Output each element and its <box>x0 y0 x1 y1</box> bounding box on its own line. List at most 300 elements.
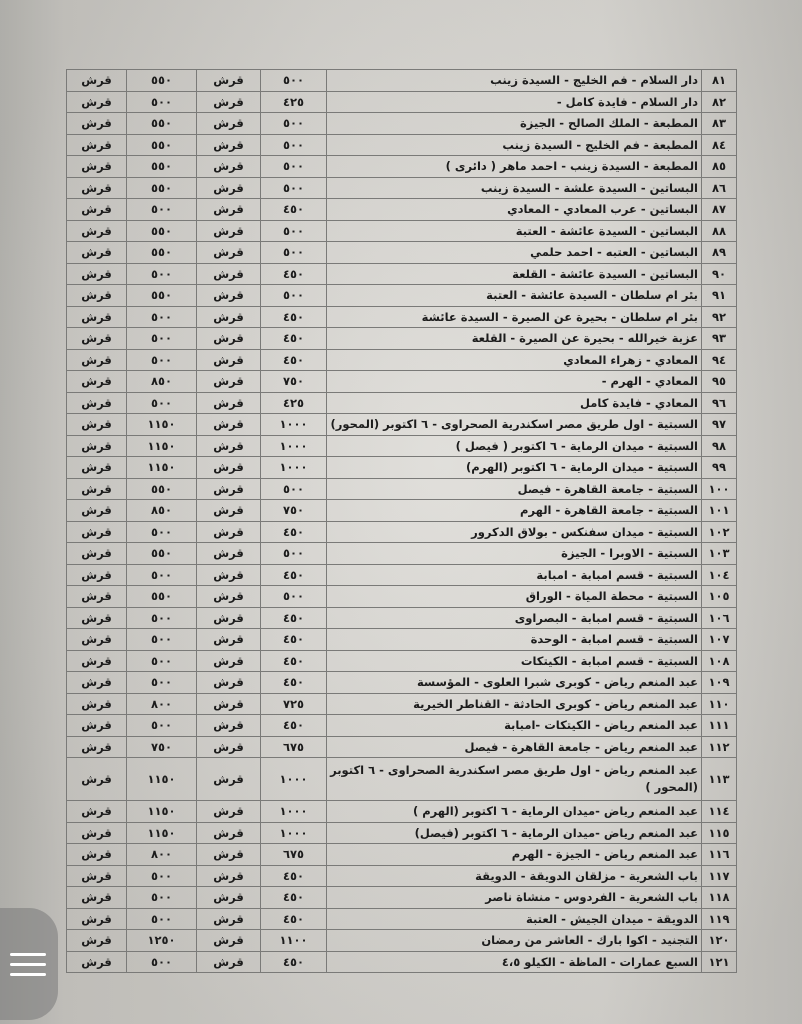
fare-unit-2-text: قرش <box>81 374 112 389</box>
fare-unit-1 <box>197 220 261 242</box>
table-row <box>67 586 737 608</box>
row-number <box>702 607 737 629</box>
fare-price-2-text: ٥٠٠ <box>150 718 173 733</box>
fare-unit-2-text: قرش <box>81 438 112 453</box>
row-number-text: ٩٨ <box>711 438 727 453</box>
row-number <box>702 801 737 823</box>
row-number-text: ١١٣ <box>708 771 730 786</box>
fare-unit-1-text: قرش <box>213 352 244 367</box>
table-row <box>67 736 737 758</box>
fare-unit-2 <box>67 349 127 371</box>
fare-price-1-text: ٤٥٠ <box>282 632 305 647</box>
fare-price-1 <box>261 564 327 586</box>
row-number-text: ٩٢ <box>711 309 727 324</box>
fare-unit-2 <box>67 91 127 113</box>
row-number <box>702 930 737 952</box>
route-name-text: السبتية - جامعة القاهرة - فيصل <box>517 481 698 496</box>
fare-price-1 <box>261 930 327 952</box>
fare-unit-2-text: قرش <box>81 94 112 109</box>
fare-unit-1-text: قرش <box>213 954 244 969</box>
fare-unit-2-text: قرش <box>81 395 112 410</box>
route-name <box>327 220 702 242</box>
table-row <box>67 414 737 436</box>
fare-unit-2 <box>67 736 127 758</box>
fare-unit-1 <box>197 113 261 135</box>
fare-price-2-text: ٥٠٠ <box>150 395 173 410</box>
fare-price-2-text: ٥٠٠ <box>150 675 173 690</box>
fare-price-1 <box>261 715 327 737</box>
route-name <box>327 887 702 909</box>
fare-price-1-text: ٤٥٠ <box>282 266 305 281</box>
fare-price-2-text: ٥٠٠ <box>150 331 173 346</box>
fare-unit-1 <box>197 693 261 715</box>
fare-unit-1 <box>197 951 261 973</box>
table-row <box>67 758 737 801</box>
fare-unit-1-text: قرش <box>213 675 244 690</box>
fare-unit-1 <box>197 758 261 801</box>
table-row <box>67 521 737 543</box>
fare-unit-1 <box>197 521 261 543</box>
row-number-text: ٩٩ <box>711 460 727 475</box>
fare-unit-1-text: قرش <box>213 847 244 862</box>
fare-price-1-text: ٥٠٠ <box>282 223 305 238</box>
fare-unit-1 <box>197 650 261 672</box>
fare-price-2 <box>127 371 197 393</box>
row-number-text: ١١٩ <box>708 911 730 926</box>
table-row <box>67 392 737 414</box>
row-number-text: ١١٥ <box>708 825 730 840</box>
fare-price-2-text: ٥٥٠ <box>150 137 173 152</box>
fare-price-1 <box>261 650 327 672</box>
fare-price-2-text: ٧٥٠ <box>150 739 173 754</box>
fare-price-1-text: ٤٥٠ <box>282 524 305 539</box>
fare-price-1 <box>261 908 327 930</box>
row-number <box>702 457 737 479</box>
fare-unit-1 <box>197 392 261 414</box>
row-number <box>702 220 737 242</box>
row-number-text: ٨٧ <box>711 202 727 217</box>
fare-price-1 <box>261 500 327 522</box>
fare-unit-1 <box>197 607 261 629</box>
fare-price-1-text: ١٠٠٠ <box>279 438 308 453</box>
row-number <box>702 113 737 135</box>
row-number <box>702 70 737 92</box>
fare-unit-2 <box>67 306 127 328</box>
fare-price-1 <box>261 220 327 242</box>
fare-unit-1 <box>197 629 261 651</box>
fare-unit-1 <box>197 736 261 758</box>
fare-price-1-text: ٤٥٠ <box>282 331 305 346</box>
route-name <box>327 328 702 350</box>
table-row <box>67 650 737 672</box>
route-name <box>327 629 702 651</box>
fare-price-1-text: ٥٠٠ <box>282 288 305 303</box>
fare-unit-1-text: قرش <box>213 524 244 539</box>
fare-unit-1-text: قرش <box>213 223 244 238</box>
fare-price-1 <box>261 822 327 844</box>
route-name-text: عبد المنعم رياض -ميدان الرماية - ٦ اكتوبر (الهرم ) <box>412 804 698 819</box>
fare-price-2 <box>127 543 197 565</box>
fare-unit-2 <box>67 951 127 973</box>
fare-unit-2-text: قرش <box>81 825 112 840</box>
fare-price-2 <box>127 306 197 328</box>
fare-unit-2 <box>67 392 127 414</box>
fare-unit-1 <box>197 435 261 457</box>
fare-unit-2-text: قرش <box>81 352 112 367</box>
fare-price-2 <box>127 156 197 178</box>
route-name-text: البساتين - السيدة عائشة - القلعة <box>512 266 698 281</box>
fare-price-1 <box>261 414 327 436</box>
fare-price-1-text: ١٠٠٠ <box>279 460 308 475</box>
fare-price-1-text: ٤٥٠ <box>282 911 305 926</box>
table-row <box>67 951 737 973</box>
fare-unit-1 <box>197 306 261 328</box>
fare-price-2-text: ٨٠٠ <box>150 696 173 711</box>
fare-unit-1-text: قرش <box>213 804 244 819</box>
fare-unit-2-text: قرش <box>81 159 112 174</box>
row-number-text: ٨٤ <box>711 137 727 152</box>
fare-unit-2-text: قرش <box>81 503 112 518</box>
route-name-text: البساتين - السيدة علشة - السيدة زينب <box>480 180 698 195</box>
fare-unit-2 <box>67 930 127 952</box>
route-name-text: السبتية - قسم امبابة - امبابة <box>536 567 698 582</box>
fare-price-1 <box>261 435 327 457</box>
fare-unit-1 <box>197 263 261 285</box>
table-row <box>67 457 737 479</box>
fare-unit-2-text: قرش <box>81 245 112 260</box>
fare-price-1-text: ٦٧٥ <box>282 739 305 754</box>
route-name-text: المطبعة - الملك الصالح - الجيزة <box>520 116 698 131</box>
fare-unit-1 <box>197 564 261 586</box>
fare-unit-1 <box>197 672 261 694</box>
route-name-text: السبتية - قسم امبابة - البصراوى <box>514 610 698 625</box>
fare-unit-2 <box>67 822 127 844</box>
fare-unit-1 <box>197 156 261 178</box>
fare-price-1-text: ٥٠٠ <box>282 589 305 604</box>
row-number <box>702 435 737 457</box>
fare-price-2-text: ٥٠٠ <box>150 352 173 367</box>
route-name-text: التجنيد - اكوا بارك - العاشر من رمضان <box>481 933 698 948</box>
fare-price-2 <box>127 177 197 199</box>
row-number <box>702 392 737 414</box>
fare-unit-2-text: قرش <box>81 180 112 195</box>
fare-unit-1-text: قرش <box>213 911 244 926</box>
route-name <box>327 414 702 436</box>
table-row <box>67 715 737 737</box>
row-number-text: ١١١ <box>708 718 730 733</box>
fare-price-2 <box>127 844 197 866</box>
fare-unit-1 <box>197 242 261 264</box>
fare-unit-2 <box>67 113 127 135</box>
fare-unit-1 <box>197 371 261 393</box>
fare-price-1 <box>261 156 327 178</box>
row-number-text: ٩٥ <box>711 374 727 389</box>
fare-unit-1-text: قرش <box>213 481 244 496</box>
table-row <box>67 156 737 178</box>
row-number-text: ١٠٦ <box>708 610 730 625</box>
fare-unit-1 <box>197 199 261 221</box>
route-name <box>327 801 702 823</box>
fare-price-2-text: ٥٥٠ <box>150 288 173 303</box>
row-number <box>702 156 737 178</box>
fare-unit-2-text: قرش <box>81 954 112 969</box>
fare-unit-1-text: قرش <box>213 696 244 711</box>
fare-unit-2-text: قرش <box>81 567 112 582</box>
fare-unit-2 <box>67 629 127 651</box>
route-name <box>327 156 702 178</box>
row-number-text: ١٠٨ <box>708 653 730 668</box>
row-number <box>702 478 737 500</box>
fare-price-1-text: ١٠٠٠ <box>279 417 308 432</box>
fare-unit-2 <box>67 134 127 156</box>
row-number-text: ١٠٧ <box>708 632 730 647</box>
fare-unit-1-text: قرش <box>213 288 244 303</box>
fare-price-2 <box>127 908 197 930</box>
fare-price-1-text: ١٠٠٠ <box>279 771 308 786</box>
fare-unit-2 <box>67 693 127 715</box>
route-name-text: المعادي - فايدة كامل <box>580 395 698 410</box>
fare-price-1-text: ٤٥٠ <box>282 868 305 883</box>
fare-unit-2 <box>67 457 127 479</box>
fare-unit-2 <box>67 564 127 586</box>
fare-unit-1 <box>197 844 261 866</box>
fare-price-1-text: ٤٥٠ <box>282 890 305 905</box>
fare-unit-2 <box>67 285 127 307</box>
route-name <box>327 715 702 737</box>
route-name <box>327 435 702 457</box>
fare-price-2 <box>127 91 197 113</box>
route-name-text: عبد المنعم رياض - كوبرى الحادثة - القناطر الخيرية <box>413 696 698 711</box>
row-number <box>702 285 737 307</box>
fare-unit-2 <box>67 263 127 285</box>
fare-price-2-text: ٨٥٠ <box>150 503 173 518</box>
fare-price-1 <box>261 134 327 156</box>
route-name <box>327 951 702 973</box>
fare-unit-2-text: قرش <box>81 718 112 733</box>
fare-price-1 <box>261 91 327 113</box>
fare-unit-2-text: قرش <box>81 696 112 711</box>
route-name <box>327 500 702 522</box>
fare-unit-2-text: قرش <box>81 524 112 539</box>
fare-unit-1 <box>197 715 261 737</box>
fare-unit-2-text: قرش <box>81 417 112 432</box>
route-name <box>327 693 702 715</box>
row-number <box>702 629 737 651</box>
table-row <box>67 801 737 823</box>
fare-price-1 <box>261 371 327 393</box>
fare-unit-2-text: قرش <box>81 202 112 217</box>
fare-unit-2 <box>67 586 127 608</box>
route-name <box>327 736 702 758</box>
fare-unit-1 <box>197 801 261 823</box>
route-name-text: السبتية - ميدان سفنكس - بولاق الدكرور <box>471 524 698 539</box>
fare-unit-1 <box>197 543 261 565</box>
row-number-text: ٩١ <box>711 288 727 303</box>
table-row <box>67 199 737 221</box>
fare-price-2 <box>127 500 197 522</box>
table-row <box>67 844 737 866</box>
fare-unit-2-text: قرش <box>81 804 112 819</box>
fare-unit-1 <box>197 930 261 952</box>
fare-unit-1-text: قرش <box>213 395 244 410</box>
row-number-text: ١٠٣ <box>708 546 730 561</box>
route-name <box>327 199 702 221</box>
fare-price-1-text: ١١٠٠ <box>279 933 308 948</box>
row-number-text: ٨٢ <box>711 94 727 109</box>
fare-price-2-text: ١١٥٠ <box>147 460 176 475</box>
table-row <box>67 371 737 393</box>
fare-price-2-text: ٨٠٠ <box>150 847 173 862</box>
fare-unit-1-text: قرش <box>213 460 244 475</box>
fare-price-2-text: ٥٥٠ <box>150 73 173 88</box>
route-name <box>327 263 702 285</box>
fare-unit-1 <box>197 478 261 500</box>
fare-unit-1-text: قرش <box>213 546 244 561</box>
fare-unit-2-text: قرش <box>81 589 112 604</box>
fare-price-2 <box>127 801 197 823</box>
fare-unit-1-text: قرش <box>213 632 244 647</box>
fare-price-2 <box>127 693 197 715</box>
row-number-text: ١١٧ <box>708 868 730 883</box>
table-row <box>67 887 737 909</box>
fare-unit-1-text: قرش <box>213 202 244 217</box>
fare-price-2 <box>127 70 197 92</box>
route-name <box>327 844 702 866</box>
fare-unit-1 <box>197 349 261 371</box>
fare-unit-2-text: قرش <box>81 933 112 948</box>
table-row <box>67 113 737 135</box>
fare-price-1 <box>261 177 327 199</box>
fare-unit-2-text: قرش <box>81 309 112 324</box>
fare-price-2 <box>127 822 197 844</box>
fare-unit-1-text: قرش <box>213 137 244 152</box>
row-number <box>702 199 737 221</box>
table-row <box>67 478 737 500</box>
fare-unit-2-text: قرش <box>81 266 112 281</box>
fare-price-1-text: ٤٥٠ <box>282 610 305 625</box>
fare-unit-2 <box>67 478 127 500</box>
fare-unit-2-text: قرش <box>81 771 112 786</box>
fare-price-2-text: ١٢٥٠ <box>147 933 176 948</box>
menu-button[interactable] <box>0 908 58 1020</box>
row-number-text: ١٢١ <box>708 954 730 969</box>
route-name <box>327 908 702 930</box>
fare-price-1 <box>261 543 327 565</box>
fare-price-2-text: ٥٠٠ <box>150 266 173 281</box>
row-number <box>702 263 737 285</box>
fare-price-2-text: ٥٠٠ <box>150 911 173 926</box>
row-number-text: ٩٤ <box>711 352 727 367</box>
route-name <box>327 543 702 565</box>
table-row <box>67 91 737 113</box>
route-name <box>327 672 702 694</box>
route-name <box>327 822 702 844</box>
fare-price-1-text: ٥٠٠ <box>282 73 305 88</box>
row-number-text: ٩٦ <box>711 395 727 410</box>
row-number <box>702 865 737 887</box>
route-name-text: عبد المنعم رياض - الكيتكات -امبابة <box>504 718 698 733</box>
row-number-text: ٨٩ <box>711 245 727 260</box>
fare-unit-1-text: قرش <box>213 245 244 260</box>
table-row <box>67 242 737 264</box>
fare-unit-2 <box>67 650 127 672</box>
fares-table <box>66 69 737 973</box>
fare-price-1-text: ٥٠٠ <box>282 116 305 131</box>
fare-unit-2 <box>67 801 127 823</box>
row-number <box>702 500 737 522</box>
route-name <box>327 113 702 135</box>
row-number <box>702 951 737 973</box>
fare-unit-2 <box>67 672 127 694</box>
route-name <box>327 865 702 887</box>
fare-price-2-text: ٥٠٠ <box>150 202 173 217</box>
fare-price-1-text: ٤٥٠ <box>282 718 305 733</box>
table-row <box>67 285 737 307</box>
fare-price-2-text: ٥٠٠ <box>150 94 173 109</box>
row-number <box>702 371 737 393</box>
fare-unit-1-text: قرش <box>213 73 244 88</box>
row-number-text: ٩٧ <box>711 417 727 432</box>
fare-price-2-text: ٥٥٠ <box>150 116 173 131</box>
fare-unit-2 <box>67 177 127 199</box>
fare-unit-2 <box>67 371 127 393</box>
route-name <box>327 930 702 952</box>
fare-unit-1 <box>197 70 261 92</box>
row-number <box>702 887 737 909</box>
table-row <box>67 177 737 199</box>
fare-price-2-text: ٥٥٠ <box>150 589 173 604</box>
table-row <box>67 908 737 930</box>
fare-price-1 <box>261 113 327 135</box>
fare-unit-2-text: قرش <box>81 116 112 131</box>
route-name-text: السبع عمارات - الماظة - الكيلو ٤،٥ <box>501 954 698 969</box>
fare-price-1 <box>261 392 327 414</box>
fare-price-2 <box>127 887 197 909</box>
fare-price-1 <box>261 951 327 973</box>
fare-unit-2-text: قرش <box>81 868 112 883</box>
fare-price-2-text: ٥٠٠ <box>150 653 173 668</box>
fare-price-1-text: ٤٥٠ <box>282 675 305 690</box>
table-row <box>67 500 737 522</box>
row-number-text: ٨٣ <box>711 116 727 131</box>
fare-unit-1 <box>197 285 261 307</box>
fare-unit-1-text: قرش <box>213 417 244 432</box>
fare-price-1-text: ١٠٠٠ <box>279 825 308 840</box>
fare-price-1 <box>261 607 327 629</box>
fare-unit-1-text: قرش <box>213 718 244 733</box>
fare-price-2 <box>127 328 197 350</box>
fare-unit-1 <box>197 500 261 522</box>
row-number-text: ١١٤ <box>708 804 730 819</box>
fare-price-2 <box>127 715 197 737</box>
fare-unit-2-text: قرش <box>81 847 112 862</box>
row-number <box>702 672 737 694</box>
fare-unit-2 <box>67 908 127 930</box>
route-name <box>327 242 702 264</box>
route-name-text: السبتية - قسم امبابة - الوحدة <box>530 632 698 647</box>
fare-price-1 <box>261 672 327 694</box>
fare-price-1-text: ٧٢٥ <box>282 696 305 711</box>
row-number <box>702 328 737 350</box>
row-number <box>702 844 737 866</box>
route-name <box>327 371 702 393</box>
fare-unit-2-text: قرش <box>81 739 112 754</box>
fare-unit-1-text: قرش <box>213 331 244 346</box>
hamburger-menu-icon <box>10 953 46 956</box>
fare-unit-2 <box>67 156 127 178</box>
fare-price-1 <box>261 199 327 221</box>
table-row <box>67 134 737 156</box>
